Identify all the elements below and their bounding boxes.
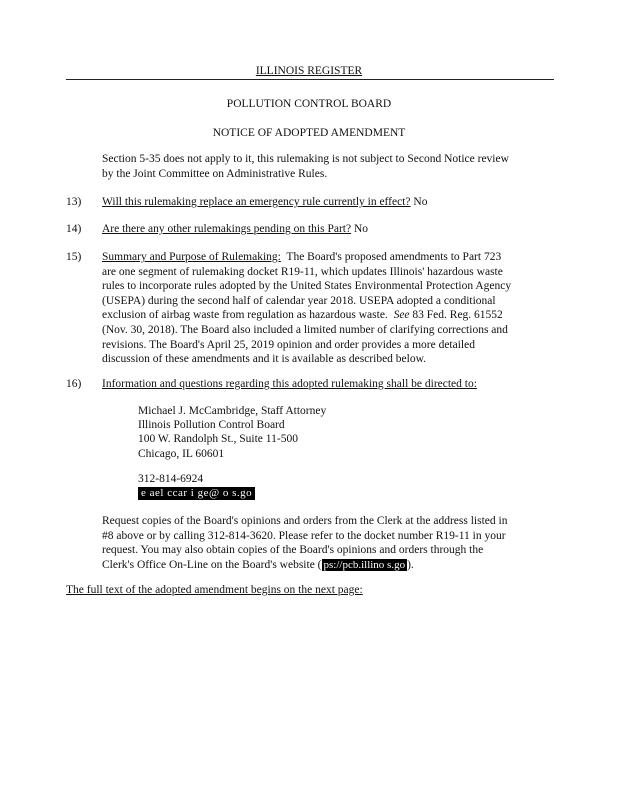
item-15-number: 15): [66, 251, 82, 263]
notice-title: NOTICE OF ADOPTED AMENDMENT: [212, 127, 406, 139]
header-rule: [66, 79, 554, 80]
contact-address: [138, 404, 326, 461]
register-title: ILLINOIS REGISTER: [255, 65, 363, 77]
footer-text: The full text of the adopted amendment begins on the next page:: [66, 584, 363, 596]
intro-paragraph: Section 5-35 does not apply to it, this rulemaking is not subject to Second Notice review by the Joint Committee on Administrative Rules.: [102, 153, 509, 180]
redacted-website-link[interactable]: ps://pcb.illino s.go: [323, 558, 406, 571]
request-paragraph: Request copies of the Board's opinions and orders from the Clerk at the address listed in #8 above or by calling 312-814-3620. Please refer to the docket number R19-11 in your request. You may also obtain copies of the Board's opinions and orders through the Clerk's Office On-Line on the Board's website ( ps://pcb.illino s.go ).: [102, 515, 508, 571]
contact-org: Illinois Pollution Control Board: [138, 419, 285, 432]
contact-name: Michael J. McCambridge, Staff Attorney: [138, 405, 327, 417]
contact-email[interactable]: [138, 486, 255, 500]
item-15-summary: Summary and Purpose of Rulemaking: The Board's proposed amendments to Part 723 are one segment of rulemaking docket R19-11, which updates Illinois' hazardous waste rules to incorporate rules adopted by the United States Environmental Protection Agency (USEPA) during the second half of calendar year 2018. USEPA adopted a conditional exclusion of airbag waste from regulation as hazardous waste. See 83 Fed. Reg. 61552 (Nov. 30, 2018). The Board also included a limited number of clarifying corrections and revisions. The Board's April 25, 2019 opinion and order provides a more detailed discussion of these amendments and it is available as described below.: [102, 251, 512, 366]
item-13-answer: No: [413, 196, 428, 208]
item-16-number: 16): [66, 378, 82, 390]
contact-city: Chicago, IL 60601: [138, 447, 225, 460]
board-title: POLLUTION CONTROL BOARD: [226, 98, 392, 110]
contact-street: 100 W. Randolph St., Suite 11-500: [138, 433, 298, 446]
contact-phone: 312-814-6924: [138, 473, 204, 485]
item-14-number: 14): [66, 223, 82, 235]
item-13-number: 13): [66, 196, 82, 208]
item-13: Will this rulemaking replace an emergency rule currently in effect? No: [102, 196, 428, 208]
item-14: Are there any other rulemakings pending on this Part? No: [102, 223, 369, 235]
redacted-email-link[interactable]: e ael ccar i ge@ o s.go: [138, 487, 255, 500]
item-16-heading: Information and questions regarding this adopted rulemaking shall be directed to:: [102, 378, 477, 390]
item-14-answer: No: [353, 223, 369, 235]
